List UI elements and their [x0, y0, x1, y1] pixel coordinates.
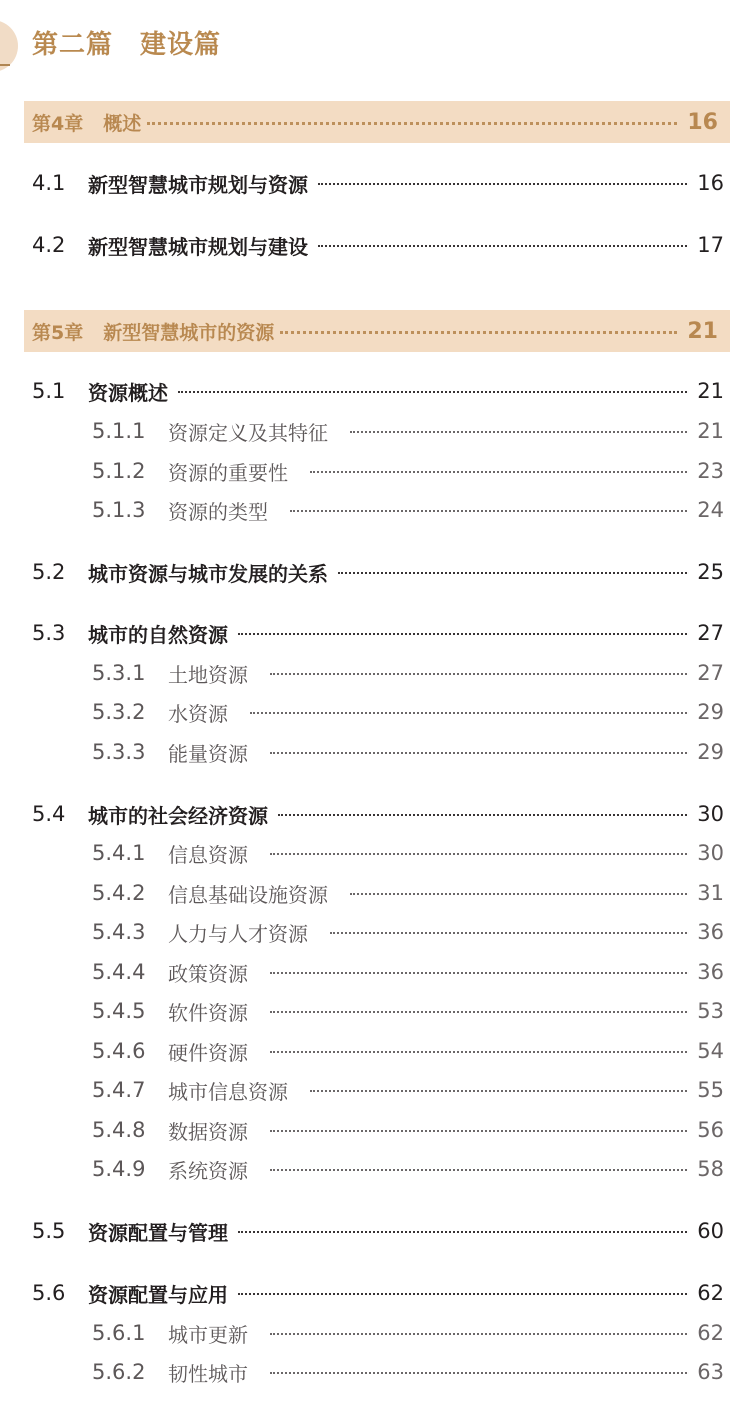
toc-page-number: 62 [697, 1321, 724, 1345]
toc-title: 资源的重要性 [168, 460, 288, 485]
toc-subsection[interactable] [92, 1316, 724, 1350]
leader-dots [270, 1130, 687, 1132]
leader-dots [310, 471, 687, 473]
toc-page-number: 36 [697, 960, 724, 984]
toc-subsection[interactable] [92, 493, 724, 527]
toc-page-number: 54 [697, 1039, 724, 1063]
leader-dots [350, 431, 687, 433]
toc-number: 5.1.1 [92, 419, 146, 443]
toc-subsection[interactable] [92, 454, 724, 488]
leader-dots [278, 814, 687, 816]
part-title: 第二篇 建设篇 [32, 30, 222, 60]
toc-page-number: 60 [697, 1219, 724, 1243]
toc-page-number: 21 [687, 318, 718, 344]
leader-dots [250, 712, 687, 714]
toc-number: 5.3 [32, 621, 66, 645]
leader-dots [330, 932, 687, 934]
toc-title: 土地资源 [168, 662, 248, 687]
toc-page-number: 24 [697, 498, 724, 522]
toc-number: 5.6.2 [92, 1360, 146, 1384]
toc-title: 韧性城市 [168, 1361, 248, 1386]
toc-subsection[interactable] [92, 1152, 724, 1186]
toc-number: 5.4.4 [92, 960, 146, 984]
toc-number: 5.4.1 [92, 841, 146, 865]
leader-dots [318, 183, 687, 185]
toc-title: 人力与人才资源 [168, 921, 308, 946]
toc-title: 水资源 [168, 701, 228, 726]
toc-chapter[interactable] [24, 101, 730, 143]
toc-number: 第4章 [32, 112, 84, 135]
toc-page-number: 31 [697, 881, 724, 905]
leader-dots [280, 331, 677, 334]
toc-page-number: 25 [697, 560, 724, 584]
toc-page-number: 30 [697, 802, 724, 826]
toc-section[interactable] [32, 228, 724, 262]
toc-title: 新型智慧城市规划与资源 [88, 172, 308, 197]
toc-number: 5.3.3 [92, 740, 146, 764]
toc-subsection[interactable] [92, 414, 724, 448]
leader-dots [318, 245, 687, 247]
toc-page-number: 58 [697, 1157, 724, 1181]
toc-title: 信息资源 [168, 842, 248, 867]
toc-page-number: 29 [697, 740, 724, 764]
leader-dots [270, 752, 687, 754]
toc-subsection[interactable] [92, 955, 724, 989]
leader-dots [238, 633, 687, 635]
toc-section[interactable] [32, 166, 724, 200]
toc-title: 硬件资源 [168, 1040, 248, 1065]
toc-title: 资源定义及其特征 [168, 420, 328, 445]
toc-section[interactable] [32, 374, 724, 408]
leader-dots [270, 1169, 687, 1171]
toc-page-number: 56 [697, 1118, 724, 1142]
toc-page-number: 16 [687, 109, 718, 135]
leader-dots [178, 391, 687, 393]
toc-number: 5.3.2 [92, 700, 146, 724]
toc-section[interactable] [32, 1276, 724, 1310]
toc-page-number: 29 [697, 700, 724, 724]
toc-number: 5.4.9 [92, 1157, 146, 1181]
toc-number: 5.1.3 [92, 498, 146, 522]
toc-title: 数据资源 [168, 1119, 248, 1144]
toc-title: 系统资源 [168, 1158, 248, 1183]
toc-page-number: 23 [697, 459, 724, 483]
toc-title: 城市更新 [168, 1322, 248, 1347]
toc-subsection[interactable] [92, 1034, 724, 1068]
toc-section[interactable] [32, 616, 724, 650]
toc-title: 能量资源 [168, 741, 248, 766]
toc-title: 城市的社会经济资源 [88, 803, 268, 828]
toc-number: 5.4.8 [92, 1118, 146, 1142]
toc-number: 5.4.2 [92, 881, 146, 905]
leader-dots [290, 510, 687, 512]
toc-page-number: 16 [697, 171, 724, 195]
leader-dots [270, 853, 687, 855]
leader-dots [270, 1011, 687, 1013]
toc-number: 5.1 [32, 379, 66, 403]
toc-number: 5.1.2 [92, 459, 146, 483]
toc-page-number: 30 [697, 841, 724, 865]
toc-title: 城市资源与城市发展的关系 [88, 561, 328, 586]
toc-title: 软件资源 [168, 1000, 248, 1025]
leader-dots [147, 122, 677, 125]
toc-page-number: 62 [697, 1281, 724, 1305]
toc-number: 5.5 [32, 1219, 66, 1243]
toc-number: 5.6.1 [92, 1321, 146, 1345]
toc-subsection[interactable] [92, 735, 724, 769]
toc-number: 5.3.1 [92, 661, 146, 685]
toc-page-number: 21 [697, 419, 724, 443]
toc-subsection[interactable] [92, 994, 724, 1028]
toc-page-number: 53 [697, 999, 724, 1023]
leader-dots [238, 1231, 687, 1233]
leader-dots [238, 1293, 687, 1295]
leader-dots [350, 893, 687, 895]
toc-title: 概述 [103, 112, 142, 135]
toc-number: 5.6 [32, 1281, 66, 1305]
toc-title: 资源的类型 [168, 499, 268, 524]
toc-number: 5.4.5 [92, 999, 146, 1023]
toc-subsection[interactable] [92, 836, 724, 870]
toc-subsection[interactable] [92, 915, 724, 949]
toc-title: 政策资源 [168, 961, 248, 986]
toc-section[interactable] [32, 1214, 724, 1248]
toc-title: 城市的自然资源 [88, 622, 228, 647]
toc-subsection[interactable] [92, 1355, 724, 1389]
toc-subsection[interactable] [92, 656, 724, 690]
leader-dots [310, 1090, 687, 1092]
leader-dots [270, 1051, 687, 1053]
toc-page-number: 36 [697, 920, 724, 944]
toc-number: 5.4 [32, 802, 66, 826]
toc-page-number: 17 [697, 233, 724, 257]
leader-dots [270, 972, 687, 974]
toc-section[interactable] [32, 797, 724, 831]
toc-subsection[interactable] [92, 1113, 724, 1147]
leader-dots [270, 1333, 687, 1335]
toc-subsection[interactable] [92, 695, 724, 729]
toc-section[interactable] [32, 555, 724, 589]
toc-number: 5.2 [32, 560, 66, 584]
leader-dots [270, 673, 687, 675]
toc-title: 信息基础设施资源 [168, 882, 328, 907]
toc-title: 资源配置与应用 [88, 1282, 228, 1307]
toc-page-number: 27 [697, 621, 724, 645]
toc-number: 4.2 [32, 233, 66, 257]
toc-page-number: 21 [697, 379, 724, 403]
toc-title: 城市信息资源 [168, 1079, 288, 1104]
toc-page-number: 27 [697, 661, 724, 685]
toc-number: 5.4.7 [92, 1078, 146, 1102]
toc-number: 第5章 [32, 321, 84, 344]
toc-subsection[interactable] [92, 1073, 724, 1107]
toc-chapter[interactable] [24, 310, 730, 352]
toc-title: 新型智慧城市的资源 [103, 321, 275, 344]
toc-subsection[interactable] [92, 876, 724, 910]
leader-dots [270, 1372, 687, 1374]
toc-title: 新型智慧城市规划与建设 [88, 234, 308, 259]
toc-number: 5.4.6 [92, 1039, 146, 1063]
toc-number: 4.1 [32, 171, 66, 195]
toc-number: 5.4.3 [92, 920, 146, 944]
toc-page-number: 63 [697, 1360, 724, 1384]
toc-page-number: 55 [697, 1078, 724, 1102]
leader-dots [338, 572, 687, 574]
toc-title: 资源配置与管理 [88, 1220, 228, 1245]
toc-title: 资源概述 [88, 380, 168, 405]
